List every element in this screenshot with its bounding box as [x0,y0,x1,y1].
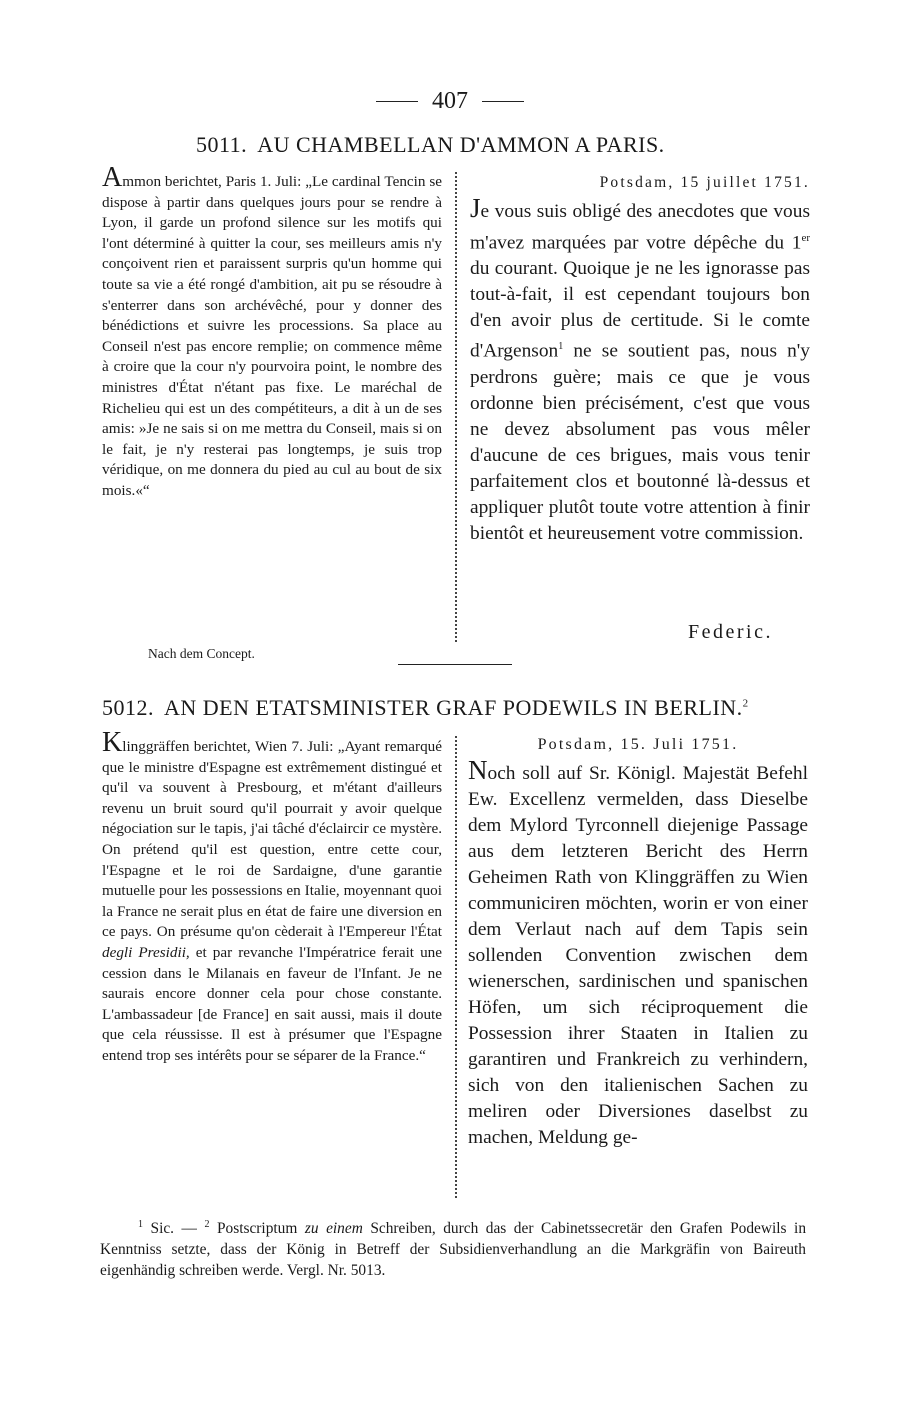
letter-5011-column-divider [455,172,457,642]
letter-5012-dateline: Potsdam, 15. Juli 1751. [537,736,739,753]
footnote-2-text-a: Postscriptum [216,1220,298,1238]
letter-5011-letter-dropcap: J [470,193,481,223]
letter-5011-letter [470,170,810,547]
letter-5012-report [102,727,442,1067]
footnote-1-mark: 1 [138,1219,143,1230]
letter-5011-letter-text-3: ne se soutient pas, nous n'y perdrons guère; mais ce que je vous ordonne bien précisément, c'est que vous ne devez absolument pas vous mêler d'aucune de ces brigues, mais vous tenir parfaitement clos et boutonné là-dessus et appliquer plutôt toute votre attention à finir bientôt et heureusement votre commission. [470,340,810,544]
letter-5011-heading [196,132,665,158]
letter-5012-report-text-2: et par revanche l'Impératrice ferait une cession dans le Milanais en faveur de l'Infant. Je ne saurais encore donner cela pour chose constante. L'ambassadeur [de France] en sait aussi, mais il doute que cela réussisse. Il est à présumer que l'Espagne entend trop ses intérêts pour se séparer de la France.“ [102,943,442,1064]
letter-5012-report-dropcap: K [102,727,123,758]
letter-5011-signature: Federic. [688,621,773,643]
letter-5012-report-text-1: linggräffen berichtet, Wien 7. Juli: „Ayant remarqué que le ministre d'Espagne est extrêmement distingué et qu'il va souvent à Presbourg, et m'étant d'ailleurs revenu un bruit sourd qu'il pourrait y avoir quelque négociation sur le tapis, j'ai tâché d'éclaircir ce mystère. On prétend qu'il est question, entre cette cour, l'Espagne et le roi de Sardaigne, d'une garantie mutuelle pour les possessions en Italie, moyennant quoi la France ne serait plus en état de faire une diversion en ce pays. On présume qu'on cèderait à l'Empereur l'État [102,738,442,941]
letter-5011-source-note: Nach dem Concept. [148,646,255,661]
letter-5011-report [102,162,442,502]
footnote-2-text-c: einem [326,1220,363,1238]
footnote-2-mark: 2 [204,1219,210,1230]
footnotes [100,1214,806,1281]
letter-5011-report-text: mmon berichtet, Paris 1. Juli: „Le cardinal Tencin se dispose à partir dans quelques jours pour se rendre à Lyon, il garde un profond silence sur les motifs qui l'ont déterminé à quitter la cour, ses meilleurs amis n'y conçoivent rien et paraissent surpris qu'un homme qui toute sa vie a été rongé d'ambition, ait pu se résoudre à s'enterrer dans son archévêché, pour y donner des bénédictions et suivre les processions. Sa place au Conseil n'est pas encore remplie; on commence même à croire que la cour n'y pourvoira point, le nombre des ministres d'État n'étant pas fixe. Le maréchal de Richelieu qui est un des compétiteurs, a dit à un de ses amis: »Je ne sais si on me mettra du Conseil, mais si on le fait, je n'y resterai pas longtemps, je suis trop véridique, on me donnera du pied au cul au bout de six mois.«“ [102,173,442,499]
footnote-2-text-d: Schreiben, durch das der Cabinetssecretär den Grafen Podewils in Kenntniss setzte, dass der König in Betreff der Subsidienverhandlung an die Markgräfin von Baireuth eigenhändig schreiben werde. Vergl. Nr. 5013. [100,1220,807,1280]
letter-5012-heading [102,695,749,721]
letter-5011-number: 5011. [196,132,248,157]
section-separator [398,664,512,665]
letter-5011-letter-text-1: e vous suis obligé des anecdotes que vous m'avez marquées par votre dépêche du 1 [470,201,810,254]
footnote-2-text-b: zu [304,1220,319,1238]
letter-5012-letter [468,732,808,1151]
page-number [0,88,900,115]
footnote-ref-2: 2 [742,697,749,710]
letter-5011-report-dropcap: A [102,162,123,193]
letter-5011-letter-sup: er [801,232,810,244]
footnote-ref-1: 1 [558,341,564,353]
footnote-1-text: Sic. — [150,1220,197,1238]
letter-5012-title: AN DEN ETATSMINISTER GRAF PODEWILS IN BERLIN. [164,695,743,720]
letter-5011-letter-text-2: du courant. Quoique je ne les ignorasse pas tout-à-fait, il est cependant toujours bon d'en avoir plus de certitude. Si le comte d'Argenson [470,258,810,362]
page-number-dash-left [376,101,418,102]
letter-5012-report-italic: degli Presidii, [102,943,190,961]
letter-5012-letter-dropcap: N [468,755,488,785]
letter-5012-column-divider [455,736,457,1198]
page-number-text: 407 [432,88,468,114]
page-number-dash-right [482,101,524,102]
letter-5012-number: 5012. [102,695,154,720]
letter-5011-dateline: Potsdam, 15 juillet 1751. [599,174,810,191]
letter-5012-letter-text: och soll auf Sr. Königl. Majestät Befehl Ew. Excellenz vermelden, dass Dieselbe dem Mylord Tyrconnell diejenige Passage aus dem letzteren Bericht des Herrn Geheimen Rath von Klinggräffen zu Wien communiciren möchten, worin er von einer dem Verlaut nach auf dem Tapis sein sollenden Convention zwischen dem wienerschen, sardinischen und spanischen Höfen, um sich réciproquement die Possession ihrer Staaten in Italien zu garantiren und Frankreich zu verhindern, sich von den italienischen Sachen zu meliren oder Diversiones daselbst zu machen, Meldung ge- [468,763,808,1148]
letter-5011-title: AU CHAMBELLAN D'AMMON A PARIS. [257,132,665,157]
